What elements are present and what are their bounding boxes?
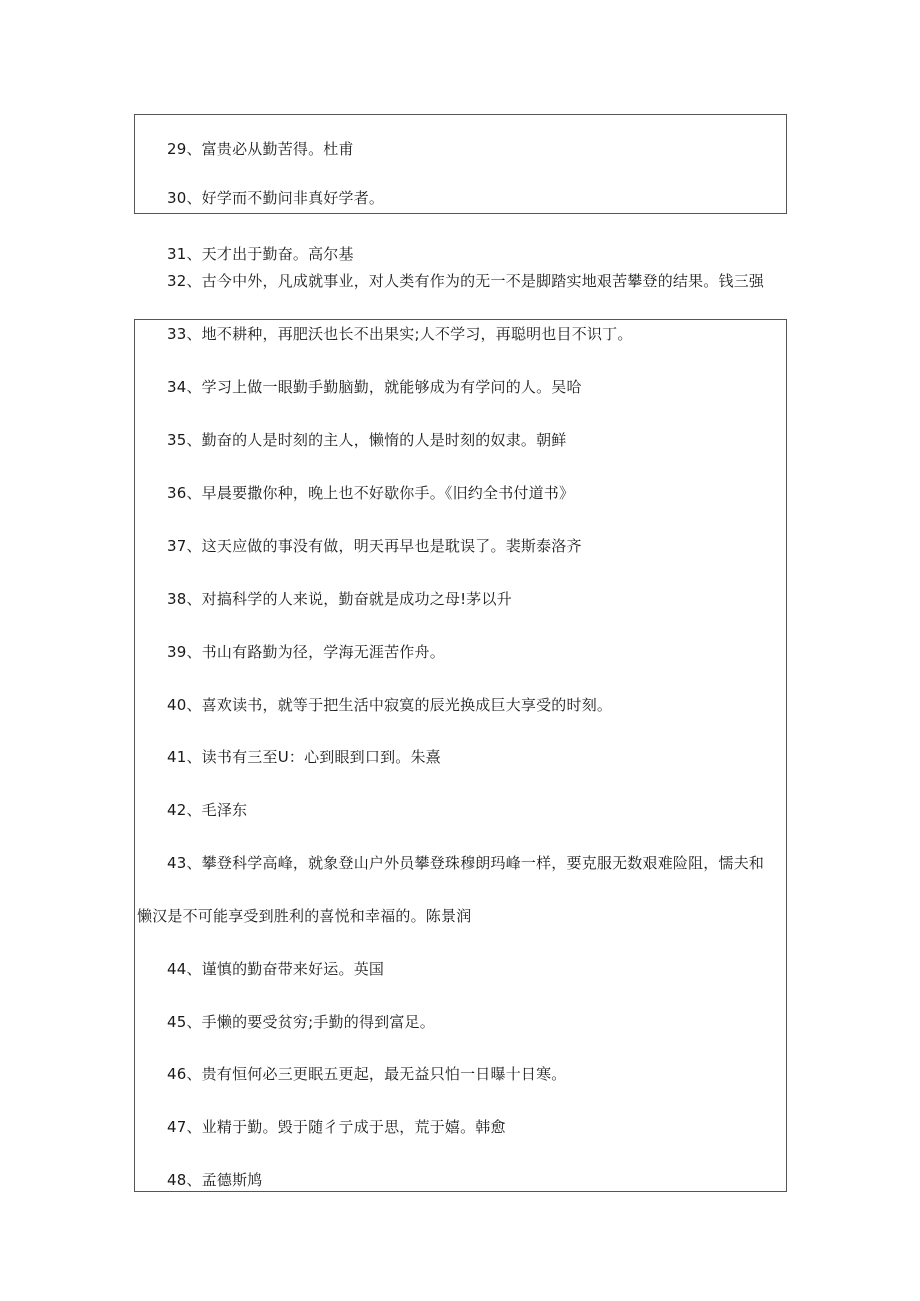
quote-43: 43、攀登科学高峰，就象登山户外员攀登珠穆朗玛峰一样，要克服无数艰难险阻，懦夫和: [167, 854, 765, 872]
quote-35: 35、勤奋的人是时刻的主人，懒惰的人是时刻的奴隶。朝鲜: [167, 431, 567, 449]
quote-44: 44、谨慎的勤奋带来好运。英国: [167, 960, 385, 978]
quote-38: 38、对搞科学的人来说，勤奋就是成功之母!茅以升: [167, 590, 512, 608]
quote-45: 45、手懒的要受贫穷;手勤的得到富足。: [167, 1013, 435, 1031]
quote-31: 31、天才出于勤奋。高尔基: [167, 245, 354, 263]
quote-32: 32、古今中外，凡成就事业，对人类有作为的无一不是脚踏实地艰苦攀登的结果。钱三强: [167, 272, 765, 290]
quote-33: 33、地不耕种，再肥沃也长不出果实;人不学习，再聪明也目不识丁。: [167, 325, 633, 343]
quote-43-continued: 懒汉是不可能享受到胜利的喜悦和幸福的。陈景润: [137, 907, 472, 925]
quote-36: 36、早晨要撒你种，晚上也不好歇你手。《旧约全书付道书》: [167, 484, 575, 502]
quote-34: 34、学习上做一眼勤手勤脑勤，就能够成为有学问的人。吴哈: [167, 378, 582, 396]
quote-29: 29、富贵必从勤苦得。杜甫: [167, 140, 354, 158]
quote-39: 39、书山有路勤为径，学海无涯苦作舟。: [167, 643, 445, 661]
quote-42: 42、毛泽东: [167, 801, 248, 819]
quote-30: 30、好学而不勤问非真好学者。: [167, 189, 385, 207]
quote-46: 46、贵有恒何必三更眠五更起，最无益只怕一日曝十日寒。: [167, 1065, 567, 1083]
quote-41: 41、读书有三至U：心到眼到口到。朱熹: [167, 748, 441, 766]
quote-48: 48、孟德斯鸠: [167, 1171, 263, 1189]
quote-47: 47、业精于勤。毁于随彳亍成于思，荒于嬉。韩愈: [167, 1118, 506, 1136]
quote-37: 37、这天应做的事没有做，明天再早也是耽误了。裴斯泰洛齐: [167, 537, 582, 555]
quote-40: 40、喜欢读书，就等于把生活中寂寞的辰光换成巨大享受的时刻。: [167, 696, 613, 714]
